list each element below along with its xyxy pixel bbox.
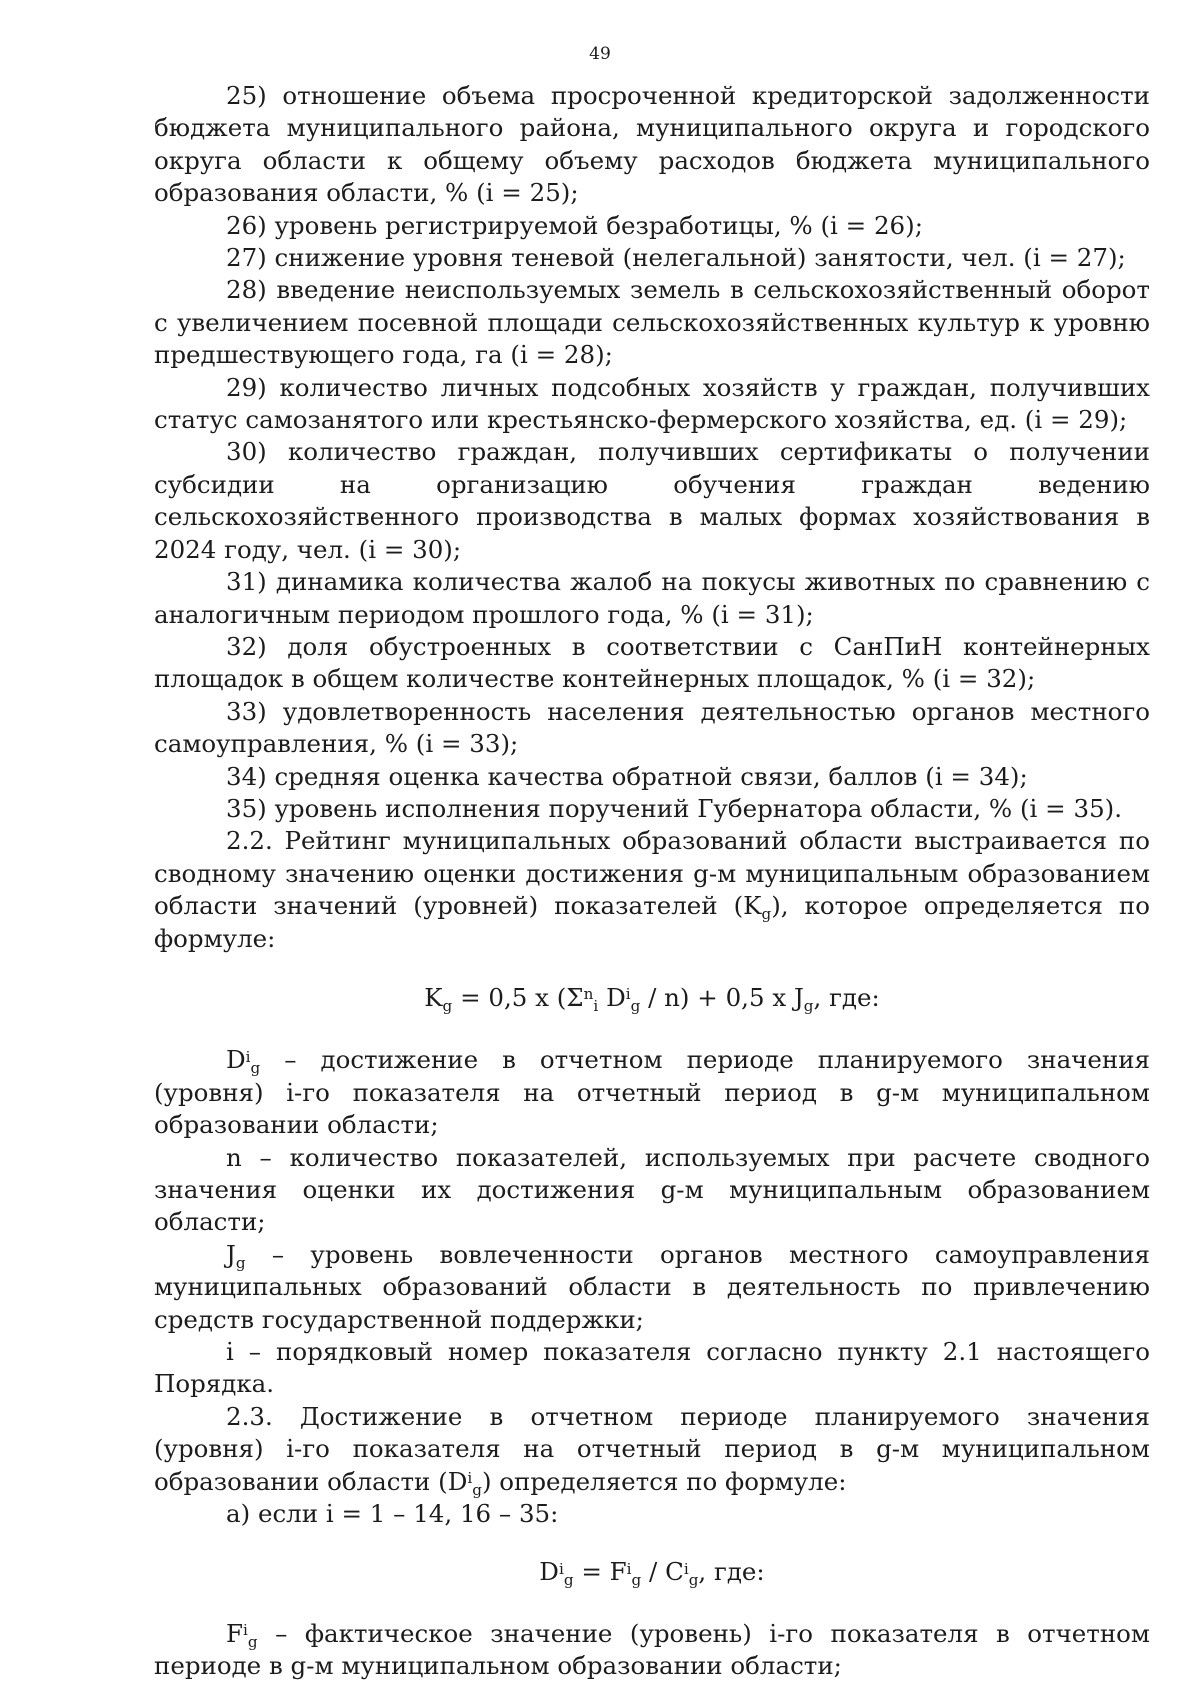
definition-d [154,1044,1150,1141]
superscript: i [683,1559,689,1578]
list-item: 32) доля обустроенных в соответствии с СанПиН контейнерных площадок в общем количестве контейнерных площадок, % (i = 32); [154,631,1150,694]
subscript: g [442,996,453,1015]
subscript: i [593,996,599,1015]
definition-text: – фактическое значение (уровень) i-го показателя в отчетном периоде в g-м муниципальном образовании области; [154,1618,1150,1681]
subscript: g [630,996,641,1015]
list-item: 25) отношение объема просроченной кредиторской задолженности бюджета муниципального района, муниципального округа и городского округа области к общему объему расходов бюджета муниципального образования области, % (i = 25); [154,81,1150,208]
subscript: g [631,1571,642,1590]
subscript: g [761,905,772,924]
achievement-formula [154,1556,1150,1588]
list-item: 34) средняя оценка качества обратной связи, баллов (i = 34); [226,761,1028,791]
section-2-2-paragraph [154,825,1150,955]
definition-text: – достижение в отчетном периоде планируемого значения (уровня) i-го показателя на отчетный период в g-м муниципальном образовании области; [154,1045,1150,1140]
subscript: g [472,1480,482,1499]
page-number: 49 [589,44,611,64]
document-body [154,80,1150,1683]
list-item: 29) количество личных подсобных хозяйств у граждан, получивших статус самозанятого или крестьянско-фермерского хозяйства, ед. (i = 29); [154,372,1150,435]
definition-text: – уровень вовлеченности органов местного самоуправления муниципальных образований области в деятельность по привлечению средств государственной поддержки; [154,1239,1150,1334]
subscript: g [247,1632,258,1651]
definition-symbol: J [226,1239,236,1269]
superscript: i [625,985,631,1004]
definition-symbol: D [226,1045,246,1075]
superscript: n [583,985,594,1004]
superscript: i [626,1559,632,1578]
section-2-2-text: 2.2. Рейтинг муниципальных образований области выстраивается по сводному значению оценки достижения g-м муниципальным образованием области значений (уровней) показателей (K [154,826,1150,921]
section-2-2-text-end: ), которое определяется по формуле: [154,891,1151,953]
formula-text: , где: [813,982,880,1012]
superscript: i [243,1621,248,1640]
definition-j [154,1239,1150,1336]
rating-formula [154,982,1150,1014]
superscript: i [558,1559,564,1578]
superscript: i [245,1047,251,1066]
definition-symbol: F [226,1618,243,1648]
subscript: g [250,1059,261,1078]
list-item: 35) уровень исполнения поручений Губернатора области, % (i = 35). [226,793,1123,823]
formula-text: / C [641,1557,684,1587]
formula-symbol: D [539,1557,559,1587]
definition-i: i – порядковый номер показателя согласно пункту 2.1 настоящего Порядка. [154,1337,1150,1399]
formula-text: = F [573,1557,627,1587]
subscript: g [235,1253,246,1272]
formula-text: = 0,5 x (Σ [452,982,584,1012]
list-item: 31) динамика количества жалоб на покусы животных по сравнению с аналогичным периодом прошлого года, % (i = 31); [154,567,1150,629]
list-item: 27) снижение уровня теневой (нелегальной) занятости, чел. (i = 27); [226,243,1126,273]
subscript: g [803,996,814,1015]
superscript: i [467,1468,473,1487]
list-item: 30) количество граждан, получивших сертификаты о получении субсидии на организацию обучения граждан ведению сельскохозяйственного производства в малых формах хозяйствования в 2024 году, чел. (i = 30); [154,437,1150,564]
section-2-3-text: 2.3. Достижение в отчетном периоде планируемого значения (уровня) i-го показателя на отчетный период в g-м муниципальном образовании области (D [154,1401,1150,1496]
list-item: 33) удовлетворенность населения деятельностью органов местного самоуправления, % (i = 33); [154,696,1150,759]
list-item: 28) введение неиспользуемых земель в сельскохозяйственный оборот с увеличением посевной площади сельскохозяйственных культур к уровню предшествующего года, га (i = 28); [154,275,1150,370]
definition-n: n – количество показателей, используемых при расчете сводного значения оценки их достижения g-м муниципальным образованием области; [154,1142,1150,1237]
section-2-3-paragraph [154,1401,1150,1498]
case-a: а) если i = 1 – 14, 16 – 35: [226,1499,559,1529]
formula-text: / n) + 0,5 x J [640,982,804,1012]
subscript: g [563,1571,574,1590]
formula-symbol: K [424,982,443,1012]
subscript: g [688,1571,699,1590]
list-item: 26) уровень регистрируемой безработицы, % (i = 26); [226,210,923,240]
definition-f [154,1618,1150,1683]
section-2-3-text-end: ) определяется по формуле: [481,1466,847,1496]
formula-symbol: D [598,982,626,1012]
formula-text: , где: [698,1557,765,1587]
